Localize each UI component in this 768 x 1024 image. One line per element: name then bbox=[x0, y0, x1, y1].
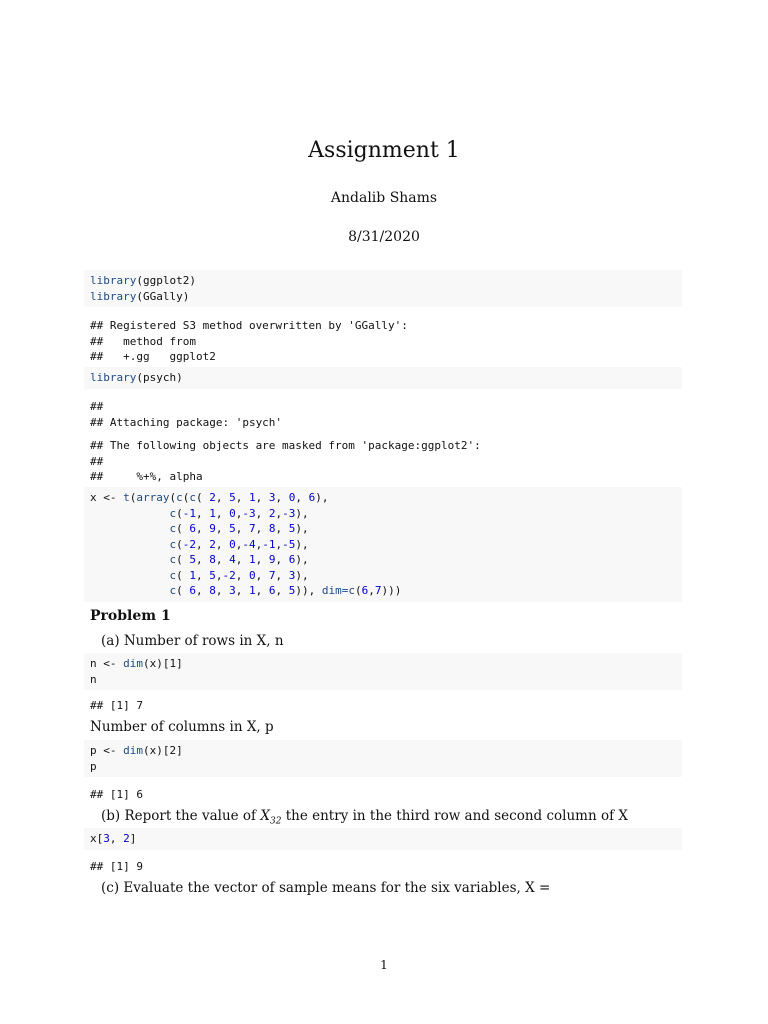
matrix-value: 5 bbox=[288, 584, 296, 597]
code-text: n <- bbox=[90, 657, 124, 670]
code-function: c bbox=[169, 553, 177, 566]
matrix-value: 6 bbox=[268, 584, 276, 597]
output-line: ## bbox=[90, 400, 104, 413]
matrix-value: 0 bbox=[229, 537, 236, 551]
matrix-value: 6 bbox=[189, 522, 196, 535]
matrix-value: 7 bbox=[268, 568, 276, 582]
matrix-value: 2 bbox=[209, 537, 216, 551]
output-line: ## +.gg ggplot2 bbox=[90, 350, 216, 363]
code-text: p bbox=[90, 759, 97, 773]
matrix-value: 9 bbox=[268, 553, 276, 566]
matrix-value: 5 bbox=[229, 491, 236, 504]
matrix-value: 6 bbox=[308, 491, 316, 504]
code-function: c bbox=[169, 568, 177, 582]
code-function: dim bbox=[123, 744, 143, 757]
columns-label: Number of columns in X, p bbox=[90, 719, 274, 735]
matrix-value: -2 bbox=[182, 537, 196, 551]
matrix-value: 1 bbox=[248, 584, 256, 597]
code-chunk-entry bbox=[84, 828, 682, 850]
code-argument: (GGally) bbox=[136, 289, 190, 303]
matrix-value: 8 bbox=[209, 553, 216, 566]
matrix-value: 1 bbox=[209, 506, 216, 520]
matrix-value: 3 bbox=[229, 584, 236, 597]
part-c-label: (c) Evaluate the vector of sample means for the six variables, X = bbox=[101, 880, 551, 896]
output-line: ## Registered S3 method overwritten by 'GGally': bbox=[90, 319, 408, 332]
code-text: ] bbox=[129, 832, 137, 845]
code-text: x <- bbox=[90, 491, 124, 504]
matrix-value: 5 bbox=[229, 522, 236, 535]
matrix-value: 9 bbox=[209, 522, 216, 535]
console-output-cols: ## [1] 6 bbox=[90, 788, 143, 801]
code-function: c bbox=[169, 537, 177, 551]
output-line: ## The following objects are masked from 'package:ggplot2': bbox=[90, 439, 481, 452]
matrix-value: 5 bbox=[189, 553, 196, 566]
code-text: , bbox=[109, 832, 124, 845]
problem-heading: Problem 1 bbox=[90, 608, 171, 624]
code-argument: (ggplot2) bbox=[136, 274, 196, 287]
code-chunk-rows bbox=[84, 653, 682, 690]
code-function: dim bbox=[123, 657, 143, 670]
code-chunk-libraries bbox=[84, 270, 682, 307]
output-line: ## bbox=[90, 454, 104, 468]
code-text: p <- bbox=[90, 744, 124, 757]
matrix-value: -3 bbox=[242, 506, 256, 520]
code-argument-name: dim= bbox=[321, 584, 349, 597]
code-function: library bbox=[90, 371, 137, 384]
console-output-entry: ## [1] 9 bbox=[90, 860, 143, 873]
matrix-value: 4 bbox=[229, 553, 236, 566]
document-title: Assignment 1 bbox=[308, 138, 460, 163]
code-function: c bbox=[176, 491, 183, 504]
matrix-value: -3 bbox=[282, 506, 296, 520]
matrix-value: 7 bbox=[248, 522, 256, 535]
code-function: c bbox=[169, 522, 177, 535]
console-output-s3 bbox=[90, 318, 682, 365]
label-text: (b) Report the value of bbox=[101, 808, 261, 824]
page-number: 1 bbox=[380, 958, 388, 972]
part-b-label bbox=[101, 808, 701, 827]
matrix-value: 6 bbox=[288, 553, 296, 566]
matrix-value: 2 bbox=[268, 506, 276, 520]
document-author: Andalib Shams bbox=[330, 190, 438, 206]
matrix-value: 3 bbox=[268, 491, 276, 504]
code-number: 3 bbox=[103, 832, 110, 845]
matrix-value: 8 bbox=[268, 522, 276, 535]
code-chunk-matrix: x <- t(array(c(c( 2, 5, 1, 3, 0, 6), c(-1, 1, 0,-3, 2,-3), c( 6, 9, 5, 7, 8, 5), c(-2, 2, 0,-4,-1,-5), c( 5, 8, 4, 1, 9, 6), c( 1, 5,-2, 0, 7, 3), c( 6, 8, 3, 1, 6, 5)), dim=c(6,7))) bbox=[84, 487, 682, 602]
code-number: 2 bbox=[123, 832, 130, 845]
code-function: c bbox=[348, 584, 355, 597]
console-output-masked bbox=[90, 438, 682, 485]
code-chunk-cols bbox=[84, 740, 682, 777]
code-function: c bbox=[189, 491, 196, 504]
code-function: library bbox=[90, 289, 137, 303]
code-function: library bbox=[90, 274, 137, 287]
label-text: the entry in the third row and second column of X bbox=[281, 808, 628, 824]
matrix-value: 1 bbox=[249, 491, 256, 504]
code-function: t bbox=[123, 491, 130, 504]
matrix-value: 6 bbox=[189, 584, 196, 597]
matrix-value: 0 bbox=[229, 506, 236, 520]
document-date: 8/31/2020 bbox=[348, 229, 420, 245]
code-text: (x)[2] bbox=[143, 744, 183, 757]
output-line: ## Attaching package: 'psych' bbox=[90, 415, 283, 429]
matrix-value: 2 bbox=[209, 491, 216, 504]
code-text: (x)[1] bbox=[143, 657, 183, 670]
code-function: array bbox=[136, 491, 170, 504]
matrix-value: 8 bbox=[209, 584, 216, 597]
matrix-value: 0 bbox=[288, 491, 296, 504]
code-text: x[ bbox=[90, 832, 104, 845]
matrix-dim-value: 7 bbox=[374, 584, 382, 597]
output-line: ## method from bbox=[90, 334, 196, 348]
matrix-value: -2 bbox=[222, 568, 236, 582]
matrix-value: 1 bbox=[189, 568, 196, 582]
code-argument: (psych) bbox=[136, 371, 183, 384]
matrix-dim-value: 6 bbox=[361, 584, 369, 597]
console-output-attach bbox=[90, 399, 682, 430]
matrix-value: 3 bbox=[288, 568, 296, 582]
matrix-value: -4 bbox=[242, 537, 256, 551]
output-line: ## %+%, alpha bbox=[90, 470, 203, 483]
code-function: c bbox=[169, 584, 177, 597]
code-chunk-psych bbox=[84, 367, 682, 389]
console-output-rows: ## [1] 7 bbox=[90, 699, 143, 712]
math-variable: X bbox=[260, 808, 270, 824]
matrix-value: 0 bbox=[248, 568, 256, 582]
matrix-value: -1 bbox=[182, 506, 196, 520]
code-function: c bbox=[169, 506, 177, 520]
matrix-value: 5 bbox=[209, 568, 216, 582]
matrix-value: -1 bbox=[262, 537, 276, 551]
matrix-value: 1 bbox=[248, 553, 256, 566]
matrix-value: -5 bbox=[282, 537, 296, 551]
code-text: n bbox=[90, 672, 97, 686]
matrix-value: 5 bbox=[288, 522, 296, 535]
math-subscript: 32 bbox=[269, 816, 282, 827]
part-a-label: (a) Number of rows in X, n bbox=[101, 633, 284, 649]
